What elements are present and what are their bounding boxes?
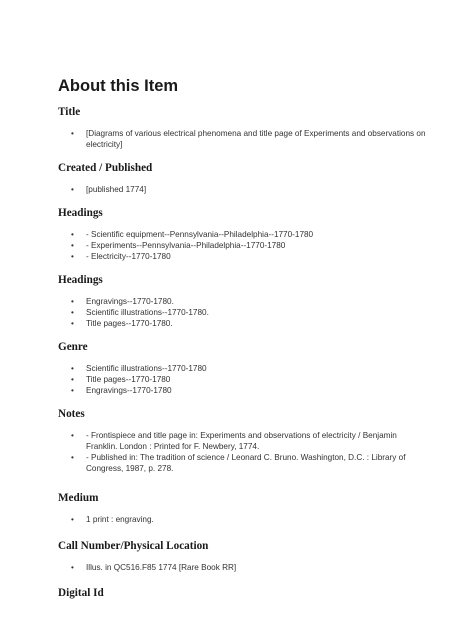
section-heading-call-number: Call Number/Physical Location (58, 540, 209, 552)
genre-list (58, 363, 428, 396)
headings-subjects-list (58, 229, 428, 262)
list-item: • Title pages--1770-1780. (58, 318, 428, 329)
section-headings-formats (58, 273, 428, 329)
section-digital-id (58, 586, 428, 600)
section-notes (58, 407, 428, 474)
list-item: • - Scientific equipment--Pennsylvania--Philadelphia--1770-1780 (58, 229, 428, 240)
document-page (58, 76, 428, 600)
list-item: • Scientific illustrations--1770-1780. (58, 307, 428, 318)
section-heading-notes: Notes (58, 408, 85, 420)
headings-formats-list (58, 296, 428, 329)
section-title (58, 105, 428, 150)
section-created-published (58, 161, 428, 195)
section-heading-genre: Genre (58, 341, 88, 353)
title-list (58, 128, 428, 150)
section-heading-created-published: Created / Published (58, 162, 153, 174)
section-genre (58, 340, 428, 396)
list-item: • - Experiments--Pennsylvania--Philadelphia--1770-1780 (58, 240, 428, 251)
section-medium (58, 491, 428, 525)
list-item: • 1 print : engraving. (58, 514, 428, 525)
list-item: • Engravings--1770-1780 (58, 385, 428, 396)
list-item: • - Published in: The tradition of science / Leonard C. Bruno. Washington, D.C. : Library of Congress, 1987, p. 278. (58, 452, 428, 474)
section-call-number (58, 539, 428, 573)
list-item: • - Frontispiece and title page in: Experiments and observations of electricity / Benjamin Franklin. London : Printed for F. Newbery, 1774. (58, 430, 428, 452)
list-item: • [published 1774] (58, 184, 428, 195)
list-item: • Scientific illustrations--1770-1780 (58, 363, 428, 374)
section-heading-title: Title (58, 106, 81, 118)
page-title: About this Item (58, 77, 179, 95)
list-item: • Engravings--1770-1780. (58, 296, 428, 307)
notes-list (58, 430, 428, 474)
list-item: • [Diagrams of various electrical phenomena and title page of Experiments and observations on electricity] (58, 128, 428, 150)
section-heading-digital-id: Digital Id (58, 587, 104, 599)
section-heading-medium: Medium (58, 492, 99, 504)
list-item: • Illus. in QC516.F85 1774 [Rare Book RR] (58, 562, 428, 573)
call-number-list (58, 562, 428, 573)
section-headings-subjects (58, 206, 428, 262)
list-item: • - Electricity--1770-1780 (58, 251, 428, 262)
created-published-list (58, 184, 428, 195)
medium-list (58, 514, 428, 525)
section-heading-headings: Headings (58, 274, 103, 286)
section-heading-headings: Headings (58, 207, 103, 219)
list-item: • Title pages--1770-1780 (58, 374, 428, 385)
